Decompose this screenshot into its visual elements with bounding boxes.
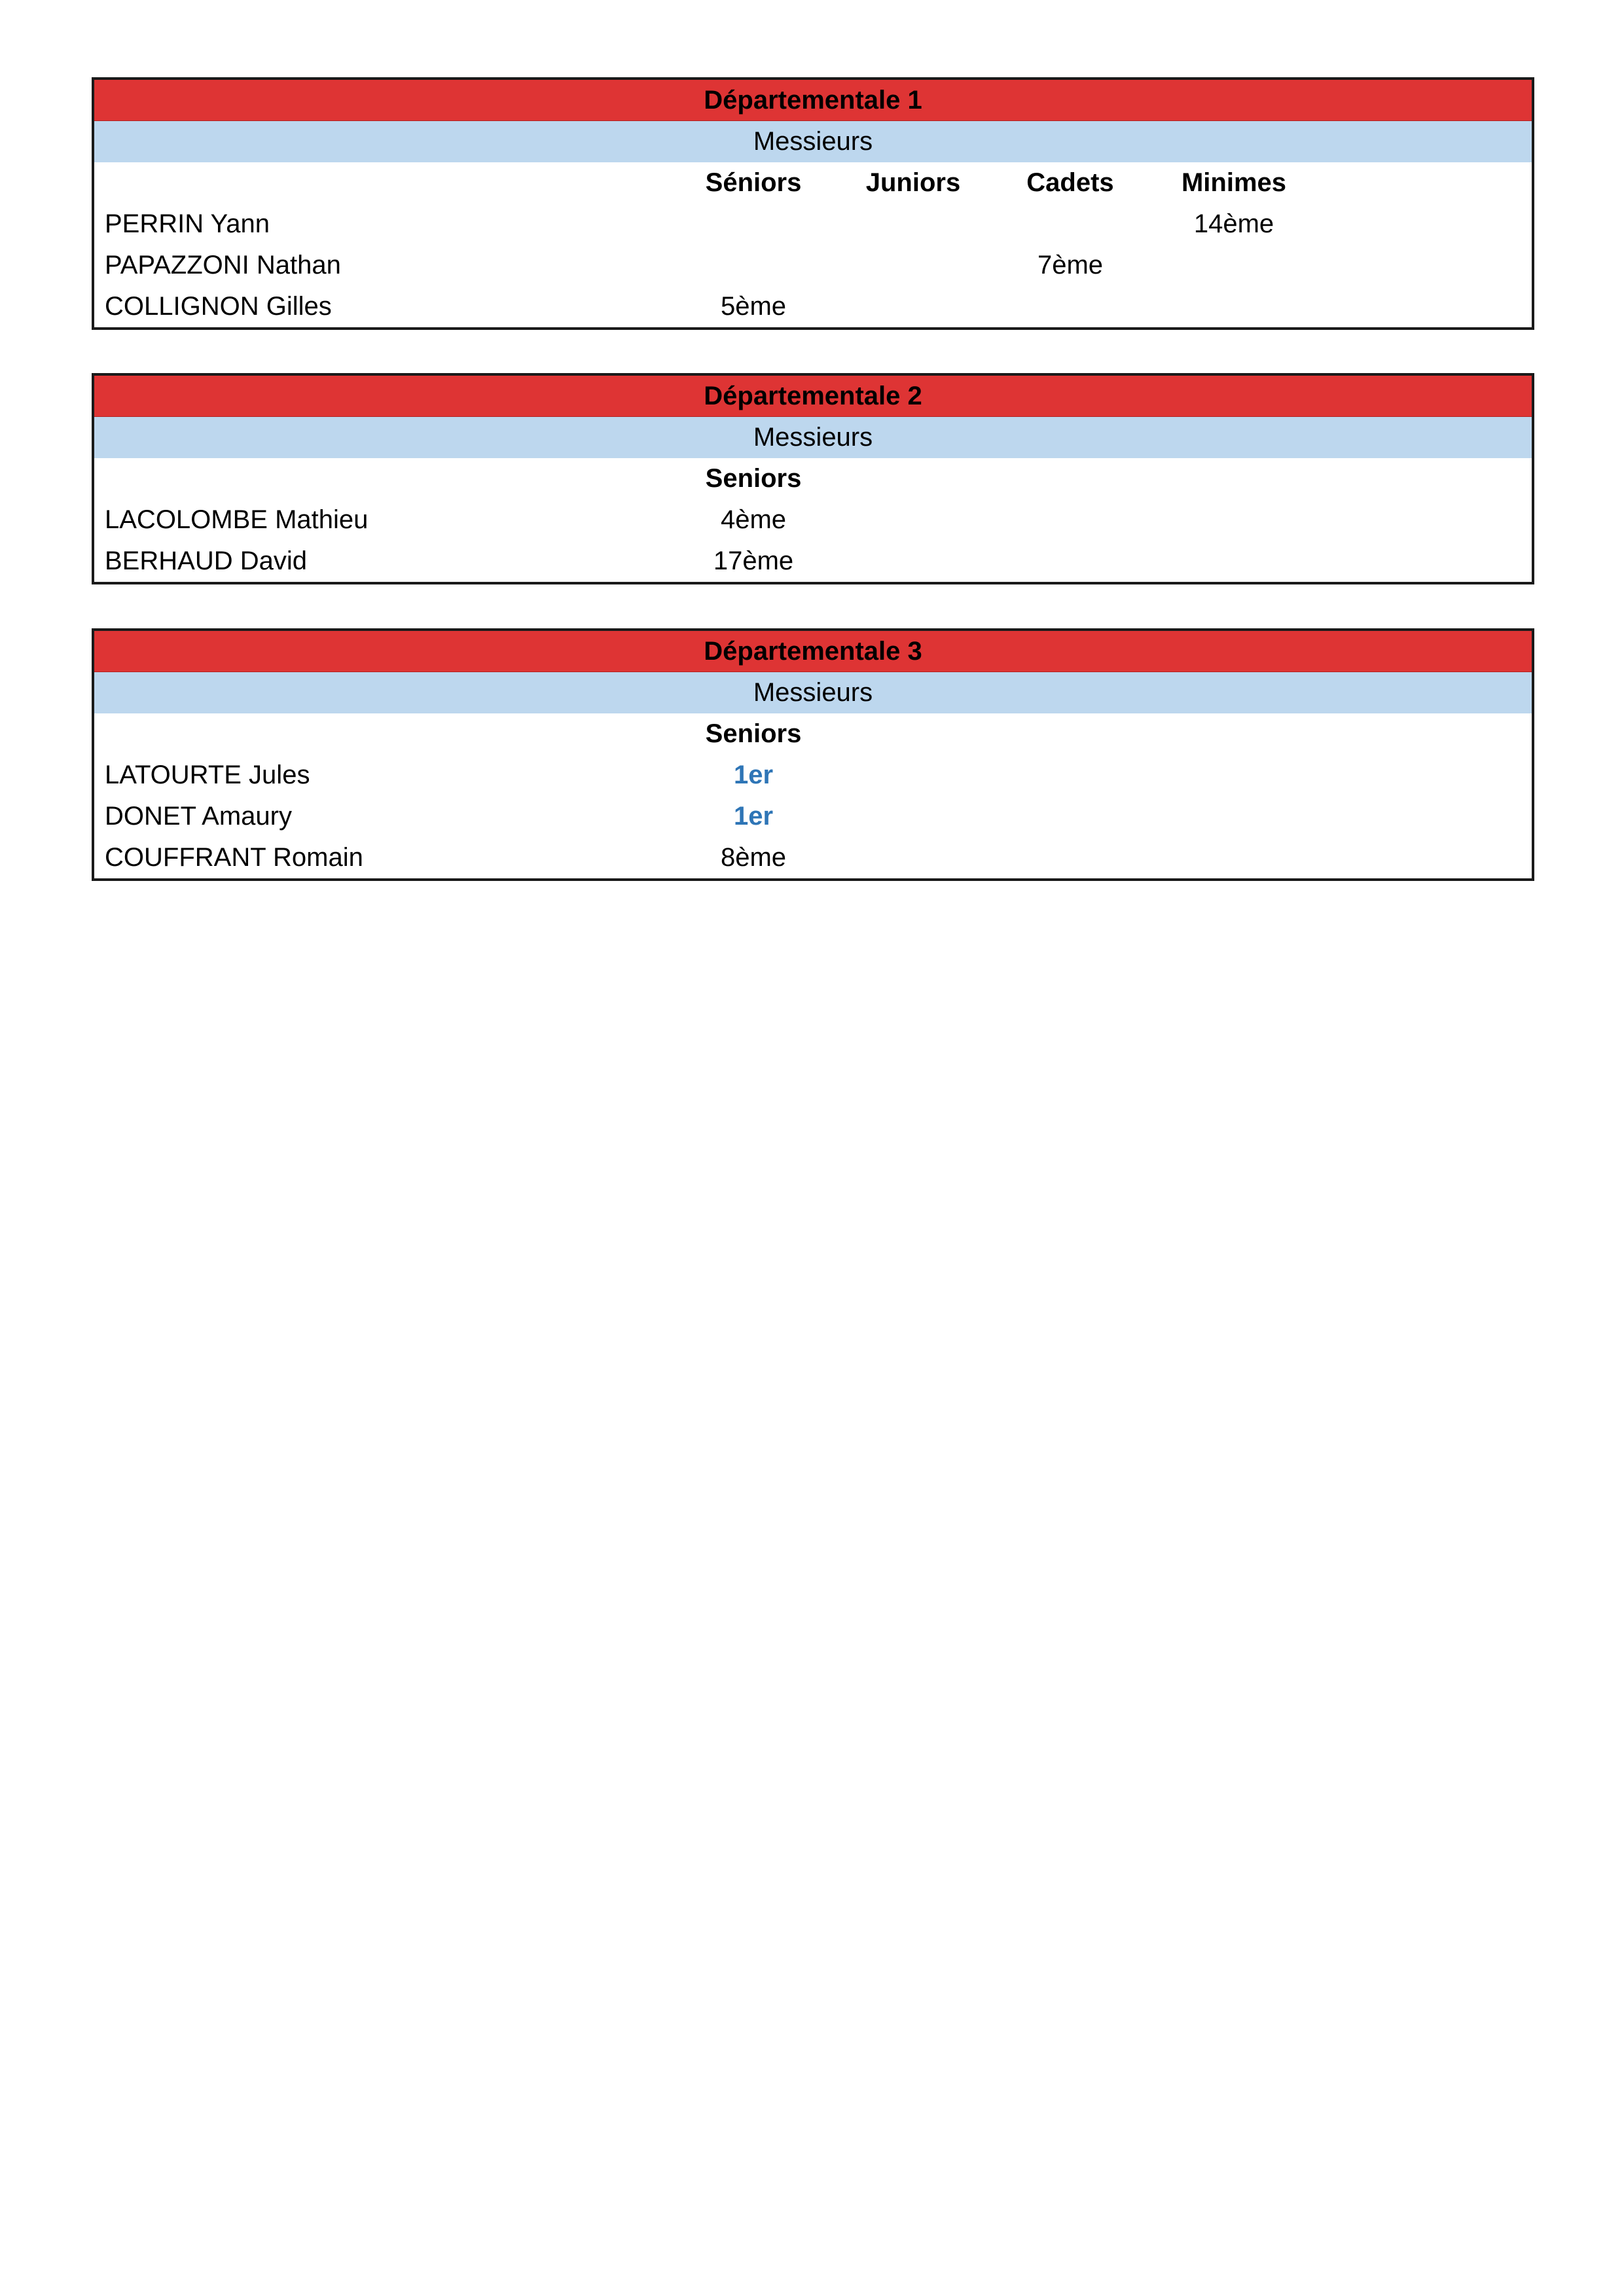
result-seniors: 17ème: [713, 547, 794, 575]
table-row: [94, 245, 1532, 286]
column-header-minimes: Minimes: [1181, 168, 1287, 197]
athlete-name: PERRIN Yann: [105, 209, 270, 238]
result-seniors: 1er: [733, 802, 774, 831]
column-header-seniors: Seniors: [705, 719, 802, 748]
table-title-row: [94, 376, 1532, 417]
result-seniors: 1er: [733, 761, 774, 789]
column-header-row: [94, 713, 1532, 755]
table-title: Départementale 1: [704, 86, 922, 115]
table-subtitle-row: [94, 672, 1532, 713]
athlete-name: COLLIGNON Gilles: [105, 292, 332, 321]
column-header-row: [94, 162, 1532, 204]
column-header-row: [94, 458, 1532, 499]
table-departementale-3: [92, 628, 1534, 881]
table-row: [94, 286, 1532, 327]
table-row: [94, 755, 1532, 796]
athlete-name: LACOLOMBE Mathieu: [105, 505, 369, 534]
table-subtitle-row: [94, 417, 1532, 458]
athlete-name: BERHAUD David: [105, 547, 307, 575]
result-seniors: 8ème: [720, 843, 787, 872]
column-header-seniors: Seniors: [705, 464, 802, 493]
result-minimes: 14ème: [1193, 209, 1274, 238]
table-subtitle: Messieurs: [753, 678, 873, 707]
table-row: [94, 204, 1532, 245]
table-row: [94, 796, 1532, 837]
athlete-name: LATOURTE Jules: [105, 761, 310, 789]
column-header-juniors: Juniors: [865, 168, 961, 197]
athlete-name: DONET Amaury: [105, 802, 292, 831]
table-subtitle: Messieurs: [753, 127, 873, 156]
column-header-cadets: Cadets: [1026, 168, 1114, 197]
table-title: Départementale 2: [704, 382, 922, 410]
athlete-name: COUFFRANT Romain: [105, 843, 363, 872]
table-title-row: [94, 631, 1532, 672]
table-row: [94, 499, 1532, 541]
column-header-seniors: Séniors: [705, 168, 802, 197]
result-cadets: 7ème: [1037, 251, 1104, 279]
table-row: [94, 837, 1532, 878]
table-departementale-1: [92, 77, 1534, 330]
table-title-row: [94, 80, 1532, 121]
table-title: Départementale 3: [704, 637, 922, 666]
table-departementale-2: [92, 373, 1534, 584]
table-subtitle-row: [94, 121, 1532, 162]
table-subtitle: Messieurs: [753, 423, 873, 452]
result-seniors: 5ème: [720, 292, 787, 321]
athlete-name: PAPAZZONI Nathan: [105, 251, 341, 279]
table-row: [94, 541, 1532, 582]
result-seniors: 4ème: [720, 505, 787, 534]
